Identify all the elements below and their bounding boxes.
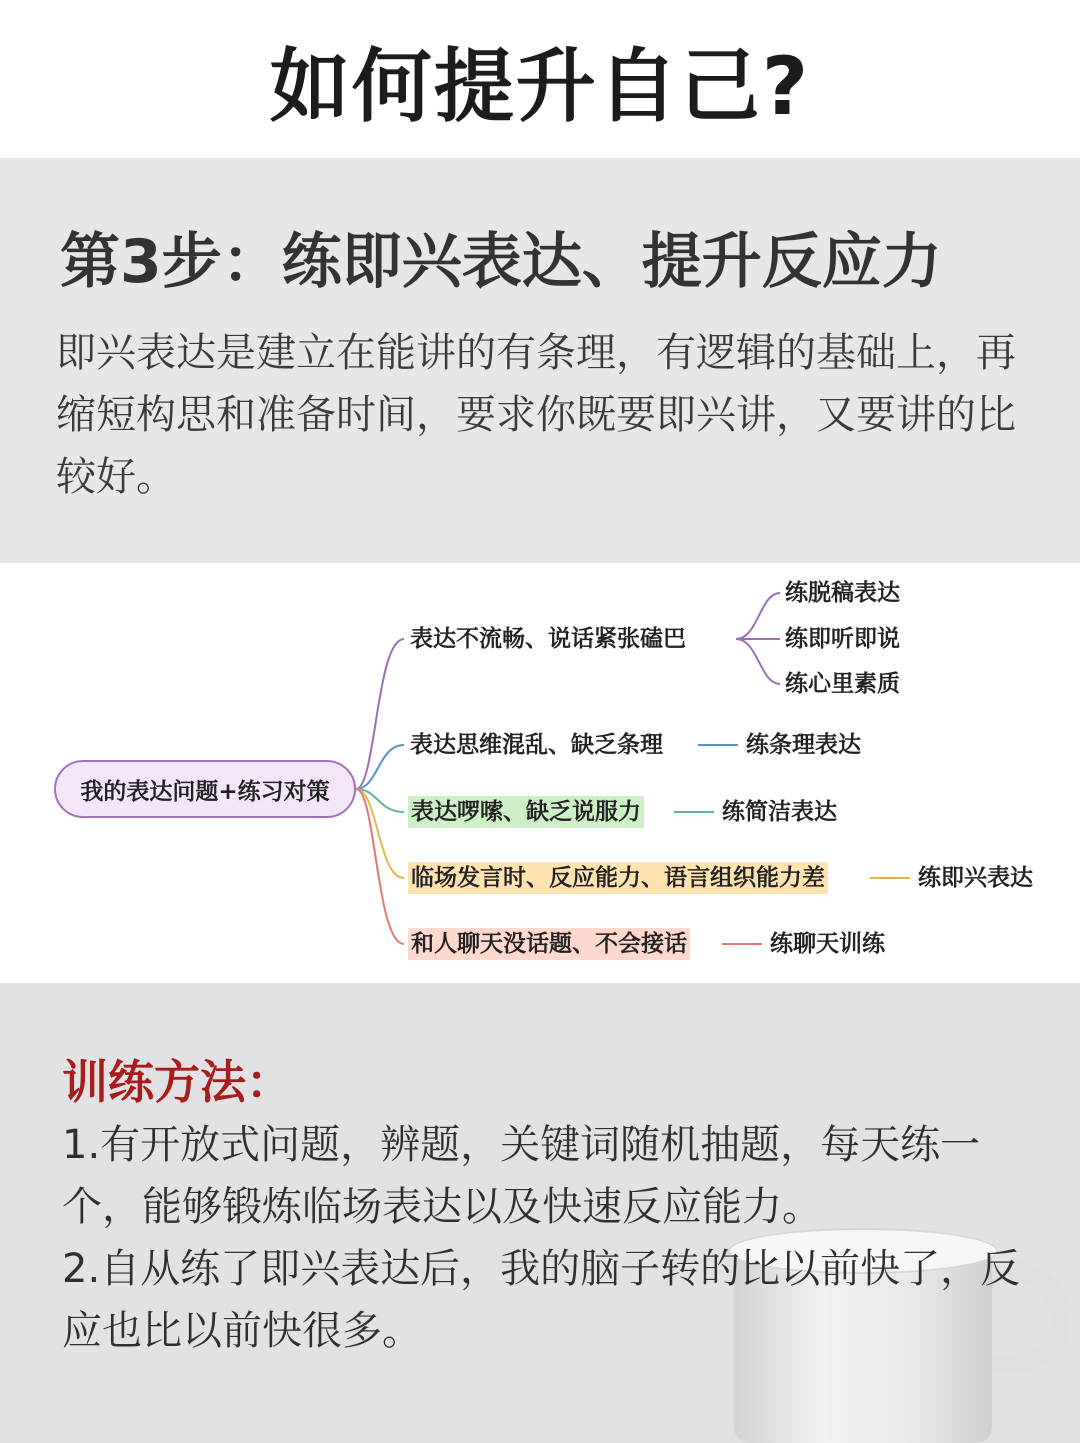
problem-3: 表达啰嗦、缺乏说服力 (408, 796, 644, 828)
solution-1-1: 练脱稿表达 (785, 580, 900, 606)
step-title: 第3步：练即兴表达、提升反应力 (60, 227, 942, 297)
method-list (62, 1114, 1022, 1362)
solution-2: 练条理表达 (746, 732, 861, 758)
mind-map-root: 我的表达问题+练习对策 (54, 760, 356, 818)
problem-2: 表达思维混乱、缺乏条理 (410, 732, 663, 758)
method-title: 训练方法： (62, 1055, 292, 1109)
method-item-1: 1.有开放式问题，辨题，关键词随机抽题，每天练一个，能够锻炼临场表达以及快速反应能力。 (62, 1122, 981, 1230)
problem-1: 表达不流畅、说话紧张磕巴 (410, 626, 686, 652)
solution-5: 练聊天训练 (770, 931, 885, 957)
sub-line-1 (736, 593, 780, 639)
mind-map (0, 563, 1080, 983)
solution-4: 练即兴表达 (918, 865, 1033, 891)
header (0, 0, 1080, 158)
method-item-2: 2.自从练了即兴表达后，我的脑子转的比以前快了，反应也比以前快很多。 (62, 1246, 1021, 1354)
problem-5: 和人聊天没话题、不会接话 (408, 928, 690, 960)
branch-line-1 (356, 639, 404, 789)
page-title: 如何提升自己? (269, 39, 811, 133)
problem-4: 临场发言时、反应能力、语言组织能力差 (408, 862, 828, 894)
solution-1-3: 练心里素质 (785, 671, 900, 697)
solution-3: 练简洁表达 (722, 799, 837, 825)
sub-line-3 (736, 639, 780, 684)
solution-1-2: 练即听即说 (785, 626, 900, 652)
step-intro: 即兴表达是建立在能讲的有条理，有逻辑的基础上，再缩短构思和准备时间，要求你既要即兴讲，又要讲的比较好。 (56, 330, 1016, 500)
